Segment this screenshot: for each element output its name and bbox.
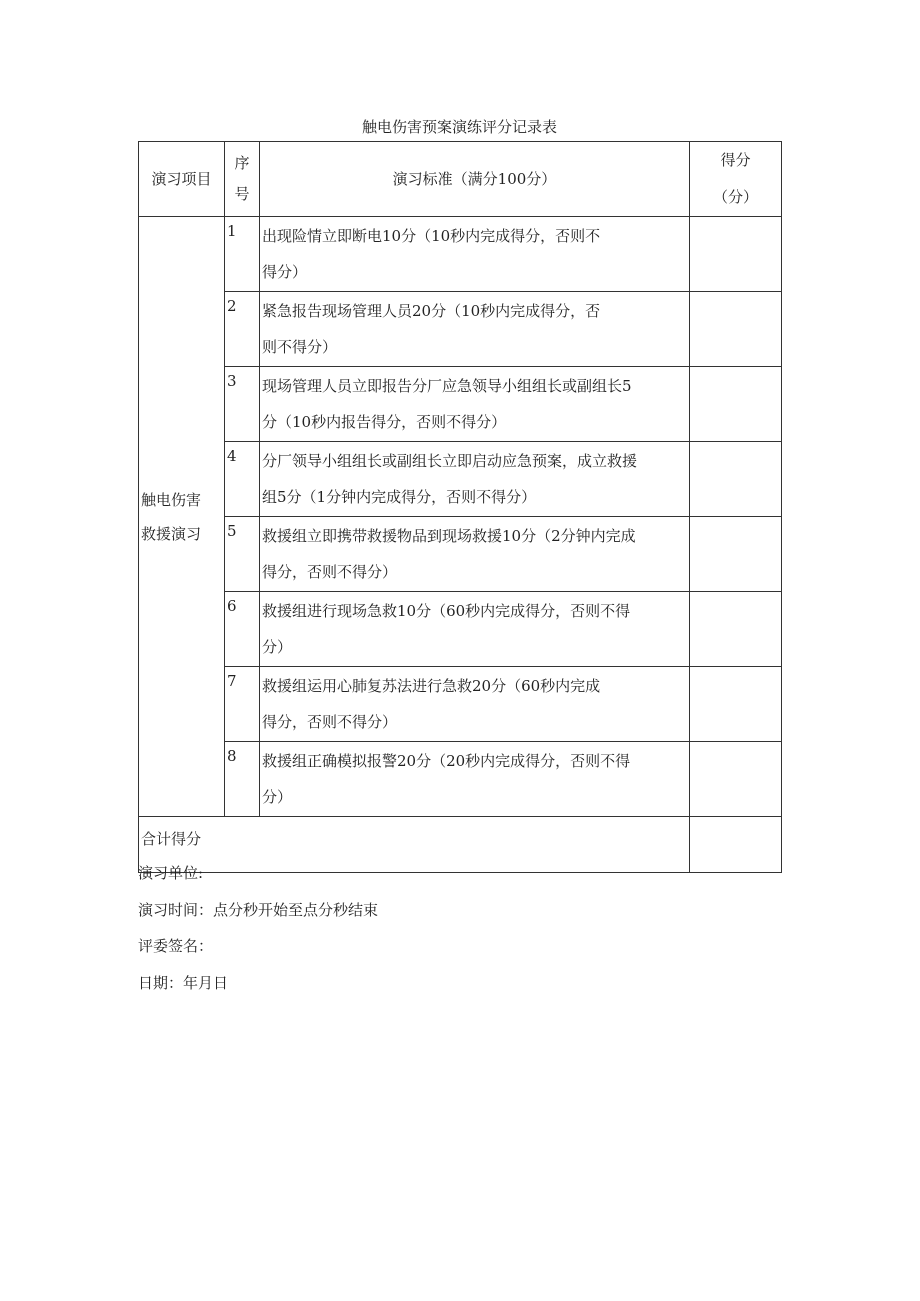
row-score-cell[interactable] bbox=[690, 742, 782, 817]
row-score-cell[interactable] bbox=[690, 442, 782, 517]
project-line2: 救援演习 bbox=[141, 524, 202, 543]
criterion-line2: 分（10秒内报告得分，否则不得分） bbox=[262, 413, 507, 431]
table-row bbox=[139, 742, 782, 817]
criterion-line2: 得分） bbox=[262, 263, 308, 281]
project-line1: 触电伤害 bbox=[141, 490, 202, 509]
table-row bbox=[139, 217, 782, 292]
project-name bbox=[139, 217, 225, 817]
criterion-line2: 组5分（1分钟内完成得分，否则不得分） bbox=[262, 488, 537, 506]
drill-unit: 演习单位: bbox=[138, 864, 204, 882]
criterion-line2: 分） bbox=[262, 638, 293, 656]
row-criterion bbox=[260, 292, 690, 367]
row-criterion bbox=[260, 367, 690, 442]
row-seq: 4 bbox=[225, 442, 260, 517]
row-score-cell[interactable] bbox=[690, 592, 782, 667]
table-row bbox=[139, 667, 782, 742]
row-seq: 2 bbox=[225, 292, 260, 367]
table-row bbox=[139, 367, 782, 442]
header-standard: 演习标准（满分100分） bbox=[260, 142, 690, 217]
table-row bbox=[139, 517, 782, 592]
row-seq: 8 bbox=[225, 742, 260, 817]
judge-signature: 评委签名： bbox=[138, 937, 214, 955]
row-seq: 7 bbox=[225, 667, 260, 742]
row-score-cell[interactable] bbox=[690, 667, 782, 742]
header-score-line1: 得分 bbox=[720, 151, 751, 169]
criterion-line1: 救援组运用心肺复苏法进行急救20分（60秒内完成 bbox=[262, 677, 601, 695]
row-criterion bbox=[260, 217, 690, 292]
row-seq: 1 bbox=[225, 217, 260, 292]
criterion-line2: 得分，否则不得分） bbox=[262, 563, 398, 581]
row-criterion bbox=[260, 592, 690, 667]
row-seq: 6 bbox=[225, 592, 260, 667]
header-seq bbox=[225, 142, 260, 217]
criterion-line1: 分厂领导小组组长或副组长立即启动应急预案，成立救援 bbox=[262, 452, 638, 470]
criterion-line1: 救援组正确模拟报警20分（20秒内完成得分，否则不得 bbox=[262, 752, 631, 770]
row-score-cell[interactable] bbox=[690, 367, 782, 442]
total-label: 合计得分 bbox=[139, 817, 690, 873]
score-table bbox=[138, 141, 782, 873]
criterion-line2: 则不得分） bbox=[262, 338, 338, 356]
criterion-line1: 救援组进行现场急救10分（60秒内完成得分，否则不得 bbox=[262, 602, 631, 620]
row-seq: 5 bbox=[225, 517, 260, 592]
criterion-line1: 出现险情立即断电10分（10秒内完成得分，否则不 bbox=[262, 227, 601, 245]
row-score-cell[interactable] bbox=[690, 217, 782, 292]
row-score-cell[interactable] bbox=[690, 517, 782, 592]
criterion-line1: 救援组立即携带救援物品到现场救援10分（2分钟内完成 bbox=[262, 527, 636, 545]
footer bbox=[138, 855, 378, 1001]
table-row bbox=[139, 292, 782, 367]
header-seq-line1: 序 bbox=[234, 154, 250, 172]
row-criterion bbox=[260, 742, 690, 817]
row-criterion bbox=[260, 442, 690, 517]
row-score-cell[interactable] bbox=[690, 292, 782, 367]
row-criterion bbox=[260, 667, 690, 742]
header-seq-line2: 号 bbox=[234, 185, 250, 203]
criterion-line1: 现场管理人员立即报告分厂应急领导小组组长或副组长5 bbox=[262, 377, 632, 395]
criterion-line2: 分） bbox=[262, 788, 293, 806]
criterion-line1: 紧急报告现场管理人员20分（10秒内完成得分，否 bbox=[262, 302, 601, 320]
total-score-cell[interactable] bbox=[690, 817, 782, 873]
drill-date: 日期：年月日 bbox=[138, 973, 229, 992]
header-row bbox=[139, 142, 782, 217]
table-row bbox=[139, 592, 782, 667]
criterion-line2: 得分，否则不得分） bbox=[262, 713, 398, 731]
page-title: 触电伤害预案演练评分记录表 bbox=[361, 118, 557, 136]
table-row bbox=[139, 442, 782, 517]
drill-time: 演习时间：点分秒开始至点分秒结束 bbox=[138, 900, 379, 919]
header-score-line2: （分） bbox=[712, 188, 758, 206]
row-criterion bbox=[260, 517, 690, 592]
header-score bbox=[690, 142, 782, 217]
row-seq: 3 bbox=[225, 367, 260, 442]
header-project: 演习项目 bbox=[139, 142, 225, 217]
